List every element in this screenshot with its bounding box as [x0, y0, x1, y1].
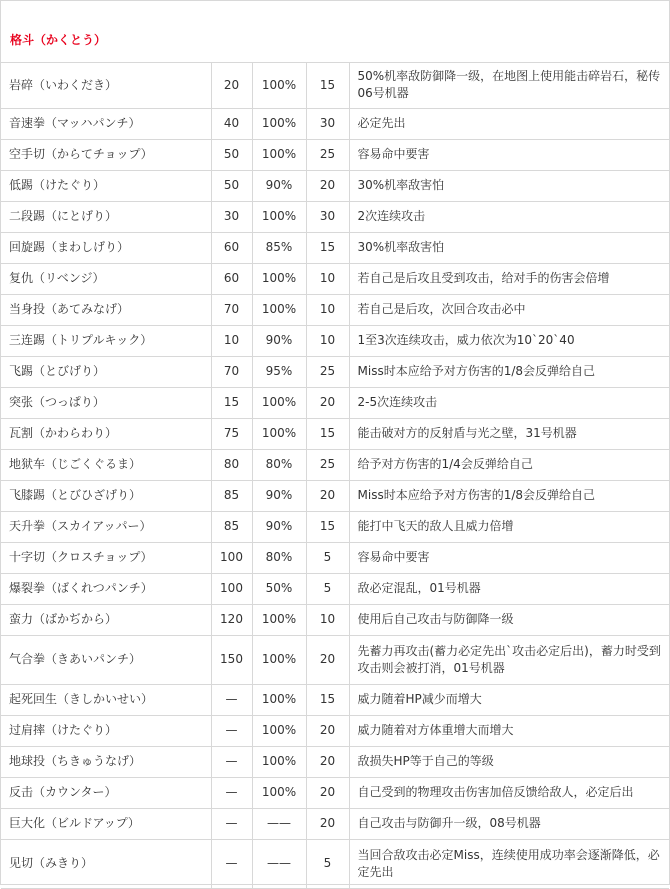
move-pp: 20	[306, 480, 349, 511]
move-pp: 5	[306, 839, 349, 888]
move-pp: 30	[306, 108, 349, 139]
move-accuracy: 100%	[252, 635, 306, 684]
move-effect: 能击破对方的反射盾与光之壁，31号机器	[349, 418, 669, 449]
move-effect: 30%机率敌害怕	[349, 170, 669, 201]
move-name: 岩碎（いわくだき）	[1, 63, 211, 108]
move-accuracy: 90%	[252, 325, 306, 356]
move-pp: 20	[306, 170, 349, 201]
move-effect: 敌必定混乱，01号机器	[349, 573, 669, 604]
move-accuracy: 100%	[252, 387, 306, 418]
move-effect: 30%机率敌害怕	[349, 232, 669, 263]
move-pp: 5	[306, 542, 349, 573]
move-name: 见切（みきり）	[1, 839, 211, 888]
move-power: 120	[211, 604, 252, 635]
move-pp: 25	[306, 356, 349, 387]
move-effect: 敌损失HP等于自己的等级	[349, 746, 669, 777]
move-effect: 能打中飞天的敌人且威力倍增	[349, 511, 669, 542]
move-name: 瓦割（かわらわり）	[1, 418, 211, 449]
table-row	[1, 63, 669, 108]
move-accuracy: 100%	[252, 684, 306, 715]
move-pp: 20	[306, 746, 349, 777]
table-row	[1, 325, 669, 356]
move-accuracy: 100%	[252, 294, 306, 325]
move-accuracy: 100%	[252, 418, 306, 449]
move-pp: 15	[306, 418, 349, 449]
move-name: 空手切（からてチョップ）	[1, 139, 211, 170]
move-effect: 自己受到的物理攻击伤害加倍反馈给敌人，必定后出	[349, 777, 669, 808]
move-pp: 25	[306, 449, 349, 480]
move-pp: 10	[306, 294, 349, 325]
move-power: 70	[211, 294, 252, 325]
move-accuracy: ——	[252, 808, 306, 839]
move-effect: 先蓄力再攻击(蓄力必定先出`攻击必定后出)，蓄力时受到攻击则会被打消，01号机器	[349, 635, 669, 684]
move-pp: 10	[306, 325, 349, 356]
table-row	[1, 839, 669, 888]
move-effect: 当回合敌攻击必定Miss，连续使用成功率会逐渐降低，必定先出	[349, 839, 669, 888]
table-row	[1, 139, 669, 170]
move-effect: 必定先出	[349, 108, 669, 139]
move-power: 20	[211, 63, 252, 108]
move-effect: 若自己是后攻，次回合攻击必中	[349, 294, 669, 325]
move-effect: 2次连续攻击	[349, 201, 669, 232]
move-name: 蛮力（ばかぢから）	[1, 604, 211, 635]
table-row	[1, 635, 669, 684]
move-effect: 使用后自己攻击与防御降一级	[349, 604, 669, 635]
move-power: 85	[211, 480, 252, 511]
table-row	[1, 294, 669, 325]
move-effect: 给予对方伤害的1/4会反弹给自己	[349, 449, 669, 480]
move-accuracy: 100%	[252, 777, 306, 808]
move-power: 75	[211, 418, 252, 449]
table-row	[1, 418, 669, 449]
move-effect: 威力随着对方体重增大而增大	[349, 715, 669, 746]
move-effect: Miss时本应给予对方伤害的1/8会反弹给自己	[349, 356, 669, 387]
category-header	[1, 1, 669, 63]
move-power: 50	[211, 170, 252, 201]
move-accuracy: 90%	[252, 511, 306, 542]
move-accuracy: 90%	[252, 480, 306, 511]
move-power: 50	[211, 139, 252, 170]
move-name: 巨大化（ビルドアップ）	[1, 808, 211, 839]
move-effect: 50%机率敌防御降一级，在地图上使用能击碎岩石，秘传06号机器	[349, 63, 669, 108]
move-power: 15	[211, 387, 252, 418]
table-row	[1, 356, 669, 387]
move-pp: 20	[306, 777, 349, 808]
category-title: 格斗（かくとう）	[10, 33, 107, 47]
move-pp: 15	[306, 684, 349, 715]
move-pp: 15	[306, 232, 349, 263]
table-row	[1, 573, 669, 604]
move-accuracy: 80%	[252, 449, 306, 480]
move-effect: 威力随着HP减少而增大	[349, 684, 669, 715]
move-name: 三连踢（トリプルキック）	[1, 325, 211, 356]
move-pp: 10	[306, 263, 349, 294]
move-accuracy: ——	[252, 839, 306, 888]
move-accuracy: 100%	[252, 604, 306, 635]
table-row	[1, 604, 669, 635]
move-name: 复仇（リベンジ）	[1, 263, 211, 294]
moves-table	[1, 63, 669, 889]
move-effect: 容易命中要害	[349, 139, 669, 170]
table-row	[1, 480, 669, 511]
move-pp: 20	[306, 387, 349, 418]
move-pp: 5	[306, 573, 349, 604]
table-row	[1, 232, 669, 263]
move-power: —	[211, 746, 252, 777]
move-accuracy: 100%	[252, 108, 306, 139]
table-row	[1, 542, 669, 573]
move-accuracy: 85%	[252, 232, 306, 263]
move-accuracy: 100%	[252, 746, 306, 777]
table-row	[1, 684, 669, 715]
table-row	[1, 201, 669, 232]
move-power: —	[211, 777, 252, 808]
move-effect: 2-5次连续攻击	[349, 387, 669, 418]
move-pp: 20	[306, 635, 349, 684]
move-name: 起死回生（きしかいせい）	[1, 684, 211, 715]
move-power: —	[211, 808, 252, 839]
move-name: 当身投（あてみなげ）	[1, 294, 211, 325]
move-name: 突张（つっぱり）	[1, 387, 211, 418]
table-row	[1, 108, 669, 139]
move-accuracy: 100%	[252, 63, 306, 108]
move-power: 30	[211, 201, 252, 232]
move-name: 天升拳（スカイアッパー）	[1, 511, 211, 542]
move-pp: 25	[306, 139, 349, 170]
table-row	[1, 170, 669, 201]
move-name: 过肩摔（けたぐり）	[1, 715, 211, 746]
table-row	[1, 511, 669, 542]
move-name: 二段踢（にとげり）	[1, 201, 211, 232]
move-name: 反击（カウンター）	[1, 777, 211, 808]
move-effect: 自己攻击与防御升一级，08号机器	[349, 808, 669, 839]
move-name: 地狱车（じごくぐるま）	[1, 449, 211, 480]
move-power: —	[211, 715, 252, 746]
move-accuracy: 80%	[252, 542, 306, 573]
move-power: —	[211, 684, 252, 715]
move-power: 85	[211, 511, 252, 542]
move-power: 100	[211, 542, 252, 573]
table-row	[1, 746, 669, 777]
move-name: 爆裂拳（ばくれつパンチ）	[1, 573, 211, 604]
move-name: 十字切（クロスチョップ）	[1, 542, 211, 573]
move-name: 低踢（けたぐり）	[1, 170, 211, 201]
move-power: 60	[211, 232, 252, 263]
move-power: —	[211, 839, 252, 888]
table-row	[1, 715, 669, 746]
move-effect: 容易命中要害	[349, 542, 669, 573]
table-row	[1, 449, 669, 480]
move-power: 70	[211, 356, 252, 387]
table-row	[1, 387, 669, 418]
move-name: 音速拳（マッハパンチ）	[1, 108, 211, 139]
move-accuracy: 100%	[252, 263, 306, 294]
move-accuracy: 90%	[252, 170, 306, 201]
move-effect: 若自己是后攻且受到攻击，给对手的伤害会倍增	[349, 263, 669, 294]
move-accuracy: 100%	[252, 139, 306, 170]
move-pp: 10	[306, 604, 349, 635]
move-pp: 30	[306, 201, 349, 232]
move-name: 地球投（ちきゅうなげ）	[1, 746, 211, 777]
move-power: 60	[211, 263, 252, 294]
move-accuracy: 50%	[252, 573, 306, 604]
move-name: 回旋踢（まわしげり）	[1, 232, 211, 263]
move-power: 40	[211, 108, 252, 139]
move-pp: 20	[306, 808, 349, 839]
move-accuracy: 95%	[252, 356, 306, 387]
table-row	[1, 777, 669, 808]
move-name: 飞膝踢（とびひざげり）	[1, 480, 211, 511]
move-effect: Miss时本应给予对方伤害的1/8会反弹给自己	[349, 480, 669, 511]
move-accuracy: 100%	[252, 201, 306, 232]
move-power: 100	[211, 573, 252, 604]
move-power: 80	[211, 449, 252, 480]
move-power: 10	[211, 325, 252, 356]
move-name: 飞踢（とびげり）	[1, 356, 211, 387]
move-pp: 20	[306, 715, 349, 746]
move-accuracy: 100%	[252, 715, 306, 746]
move-power: 150	[211, 635, 252, 684]
move-pp: 15	[306, 63, 349, 108]
table-row	[1, 808, 669, 839]
move-name: 气合拳（きあいパンチ）	[1, 635, 211, 684]
move-effect: 1至3次连续攻击，威力依次为10`20`40	[349, 325, 669, 356]
move-pp: 15	[306, 511, 349, 542]
table-row	[1, 263, 669, 294]
